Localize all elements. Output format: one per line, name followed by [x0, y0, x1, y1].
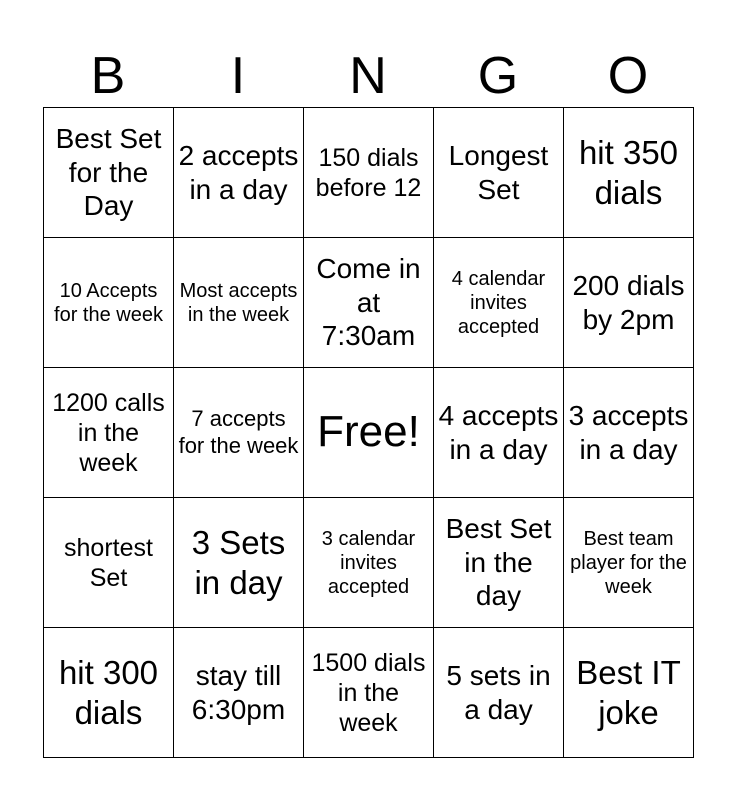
bingo-cell[interactable]: Longest Set: [434, 108, 564, 238]
bingo-cell[interactable]: stay till 6:30pm: [174, 628, 304, 758]
bingo-header: [43, 46, 693, 106]
bingo-cell[interactable]: 10 Accepts for the week: [44, 238, 174, 368]
free-space-cell[interactable]: Free!: [304, 368, 434, 498]
bingo-cell[interactable]: 3 accepts in a day: [564, 368, 694, 498]
bingo-cell[interactable]: hit 350 dials: [564, 108, 694, 238]
bingo-cell[interactable]: 150 dials before 12: [304, 108, 434, 238]
header-letter-o: O: [607, 47, 649, 105]
bingo-cell[interactable]: Best IT joke: [564, 628, 694, 758]
grid-row: [44, 238, 694, 368]
grid-row: [44, 108, 694, 238]
bingo-cell[interactable]: 1500 dials in the week: [304, 628, 434, 758]
bingo-cell[interactable]: 7 accepts for the week: [174, 368, 304, 498]
header-letter-n: N: [349, 47, 387, 105]
grid-row: [44, 628, 694, 758]
bingo-cell[interactable]: 3 calendar invites accepted: [304, 498, 434, 628]
bingo-cell[interactable]: Most accepts in the week: [174, 238, 304, 368]
bingo-cell[interactable]: 2 accepts in a day: [174, 108, 304, 238]
bingo-cell[interactable]: 5 sets in a day: [434, 628, 564, 758]
bingo-cell[interactable]: 200 dials by 2pm: [564, 238, 694, 368]
grid-row: [44, 498, 694, 628]
header-letter-g: G: [477, 47, 519, 105]
bingo-cell[interactable]: Come in at 7:30am: [304, 238, 434, 368]
bingo-cell[interactable]: shortest Set: [44, 498, 174, 628]
bingo-cell[interactable]: 4 calendar invites accepted: [434, 238, 564, 368]
bingo-cell[interactable]: Best Set in the day: [434, 498, 564, 628]
grid-row: [44, 368, 694, 498]
bingo-cell[interactable]: hit 300 dials: [44, 628, 174, 758]
bingo-grid: [43, 107, 694, 758]
bingo-cell[interactable]: Best Set for the Day: [44, 108, 174, 238]
bingo-cell[interactable]: 1200 calls in the week: [44, 368, 174, 498]
bingo-cell[interactable]: 4 accepts in a day: [434, 368, 564, 498]
bingo-cell[interactable]: Best team player for the week: [564, 498, 694, 628]
bingo-cell[interactable]: 3 Sets in day: [174, 498, 304, 628]
header-letter-i: I: [230, 47, 246, 105]
header-letter-b: B: [90, 47, 126, 105]
